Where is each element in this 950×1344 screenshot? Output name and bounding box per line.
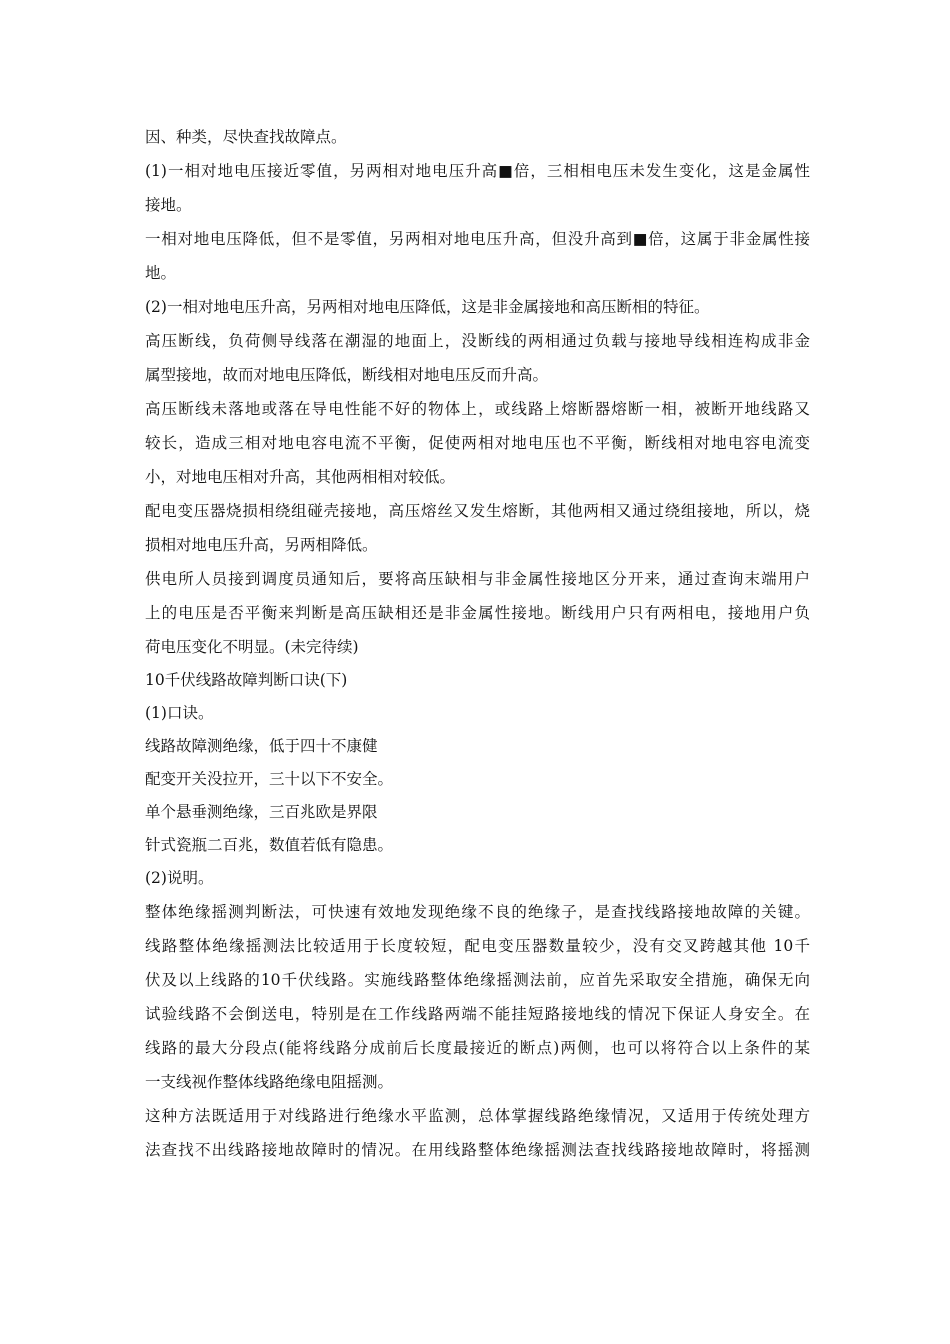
document-body <box>145 120 810 1167</box>
text-line: 因、种类，尽快查找故障点。 <box>145 128 347 146</box>
text-line: 高压断线未落地或落在导电性能不好的物体上，或线路上熔断器熔断一相，被断开地线路又 <box>145 400 810 418</box>
text-line: 地。 <box>145 264 177 282</box>
text-line: 法查找不出线路接地故障时的情况。在用线路整体绝缘摇测法查找线路接地故障时，将摇测 <box>145 1141 810 1159</box>
text-line: (2)一相对地电压升高，另两相对地电压降低，这是非金属接地和高压断相的特征。 <box>145 298 710 316</box>
text-line: 供电所人员接到调度员通知后，要将高压缺相与非金属性接地区分开来，通过查询末端用户 <box>145 570 810 588</box>
text-line: 线路整体绝缘摇测法比较适用于长度较短，配电变压器数量较少，没有交叉跨越其他 10千 <box>145 937 810 955</box>
text-line: 较长，造成三相对地电容电流不平衡，促使两相对地电压也不平衡，断线相对地电容电流变 <box>145 434 810 452</box>
text-line: (1)口诀。 <box>145 704 214 722</box>
verse-line: 线路故障测绝缘，低于四十不康健 <box>145 737 378 755</box>
text-line: (2)说明。 <box>145 869 214 887</box>
text-line: 小，对地电压相对升高，其他两相相对较低。 <box>145 468 456 486</box>
text-line: 属型接地，故而对地电压降低，断线相对地电压反而升高。 <box>145 366 549 384</box>
verse-line: 配变开关没拉开，三十以下不安全。 <box>145 770 394 788</box>
verse-line: 针式瓷瓶二百兆，数值若低有隐患。 <box>145 836 394 854</box>
text-line: 整体绝缘摇测判断法，可快速有效地发现绝缘不良的绝缘子，是查找线路接地故障的关键。 <box>145 903 810 921</box>
text-line: 配电变压器烧损相绕组碰壳接地，高压熔丝又发生熔断，其他两相又通过绕组接地，所以，烧 <box>145 502 810 520</box>
text-line: 高压断线，负荷侧导线落在潮湿的地面上，没断线的两相通过负载与接地导线相连构成非金 <box>145 332 810 350</box>
text-line: 一相对地电压降低，但不是零值，另两相对地电压升高，但没升高到■倍，这属于非金属性接 <box>145 230 810 248</box>
text-line: 一支线视作整体线路绝缘电阻摇测。 <box>145 1073 394 1091</box>
text-line: 上的电压是否平衡来判断是高压缺相还是非金属性接地。断线用户只有两相电，接地用户负 <box>145 604 810 622</box>
text-line: 荷电压变化不明显。(未完待续) <box>145 638 359 656</box>
text-line: 线路的最大分段点(能将线路分成前后长度最接近的断点)两侧，也可以将符合以上条件的某 <box>145 1039 810 1057</box>
text-line: 伏及以上线路的10千伏线路。实施线路整体绝缘摇测法前，应首先采取安全措施，确保无向 <box>145 971 810 989</box>
section-heading: 10千伏线路故障判断口诀(下) <box>145 671 348 689</box>
text-line: 这种方法既适用于对线路进行绝缘水平监测，总体掌握线路绝缘情况，又适用于传统处理方 <box>145 1107 810 1125</box>
text-line: (1)一相对地电压接近零值，另两相对地电压升高■倍，三相相电压未发生变化，这是金属性 <box>145 162 810 180</box>
verse-line: 单个悬垂测绝缘，三百兆欧是界限 <box>145 803 378 821</box>
text-line: 试验线路不会倒送电，特别是在工作线路两端不能挂短路接地线的情况下保证人身安全。在 <box>145 1005 810 1023</box>
text-line: 损相对地电压升高，另两相降低。 <box>145 536 378 554</box>
text-line: 接地。 <box>145 196 192 214</box>
